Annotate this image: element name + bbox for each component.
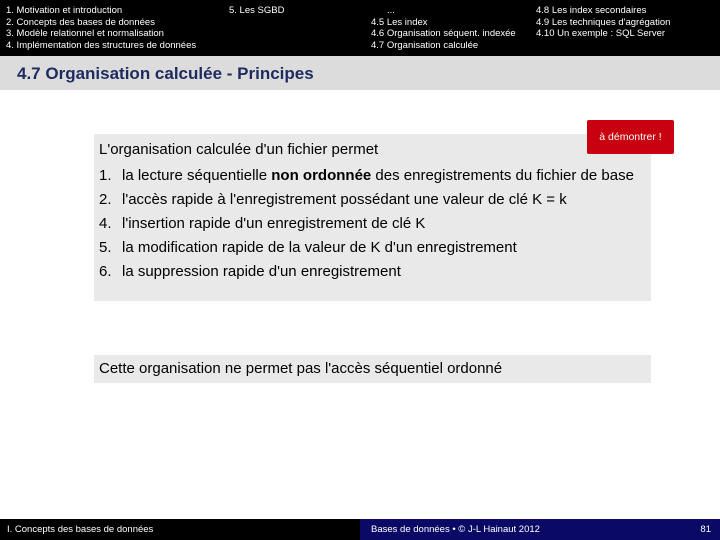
list-item-number: 6. [99,263,112,280]
nav-ellipsis: ... [387,5,395,16]
list-item-text: l'insertion rapide d'un enregistrement de clé K [122,215,426,232]
list-item [99,236,644,260]
nav-item-agregation[interactable]: 4.9 Les techniques d'agrégation [536,16,671,28]
list-item-text: la modification rapide de la valeur de K d'un enregistrement [122,239,517,256]
footer-copyright: Bases de données • © J-L Hainaut 2012 [371,524,540,535]
footer-chapter-label: I. Concepts des bases de données [7,524,154,535]
content-box [94,134,651,301]
nav-item-sequentielle-indexee[interactable]: 4.6 Organisation séquent. indexée [371,28,516,39]
list-item-text: la suppression rapide d'un enregistrement [122,263,401,280]
list-item [99,188,644,212]
list-item [99,260,644,284]
list-item-text: l'accès rapide à l'enregistrement possédant une valeur de clé K = k [122,191,567,208]
nav-item-motivation[interactable]: 1. Motivation et introduction [6,5,123,16]
nav-chapters-left-b [229,5,284,17]
intro-text: L'organisation calculée d'un fichier permet [99,141,379,158]
list-item-number: 4. [99,215,112,232]
note-box [94,355,651,383]
list-item-bold-text: non ordonnée [271,167,372,184]
demonstrate-badge: à démontrer ! [587,120,674,154]
top-navigation-bar [0,0,720,56]
nav-item-organisation-calculee[interactable]: 4.7 Organisation calculée [371,39,479,51]
list-item [99,164,644,188]
list-item [99,212,644,236]
list-item-text-rest: des enregistrements du fichier de base [371,167,634,184]
nav-chapters-left [6,5,196,51]
nav-item-index-secondaires[interactable]: 4.8 Les index secondaires [536,5,647,16]
list-item-number: 2. [99,191,112,208]
nav-item-sql-server[interactable]: 4.10 Un exemple : SQL Server [536,28,666,39]
footer-info [360,519,720,540]
nav-item-concepts[interactable]: 2. Concepts des bases de données [6,16,155,28]
nav-sections-right [536,5,670,40]
capability-list [99,164,644,284]
nav-item-implementation[interactable]: 4. Implémentation des structures de données [6,39,197,51]
list-item-number: 5. [99,239,112,256]
nav-item-index[interactable]: 4.5 Les index [371,16,428,28]
list-item-text: la lecture séquentielle [122,167,272,184]
footer-chapter [0,519,360,540]
title-band [0,56,720,90]
list-item-number: 1. [99,167,112,184]
nav-item-modele-relationnel[interactable]: 3. Modèle relationnel et normalisation [6,28,164,39]
page-title: 4.7 Organisation calculée - Principes [17,64,314,83]
page-number: 81 [700,524,711,535]
nav-sections-mid [371,5,516,51]
nav-item-sgbd[interactable]: 5. Les SGBD [229,5,285,16]
note-text: Cette organisation ne permet pas l'accès séquentiel ordonné [99,360,503,377]
